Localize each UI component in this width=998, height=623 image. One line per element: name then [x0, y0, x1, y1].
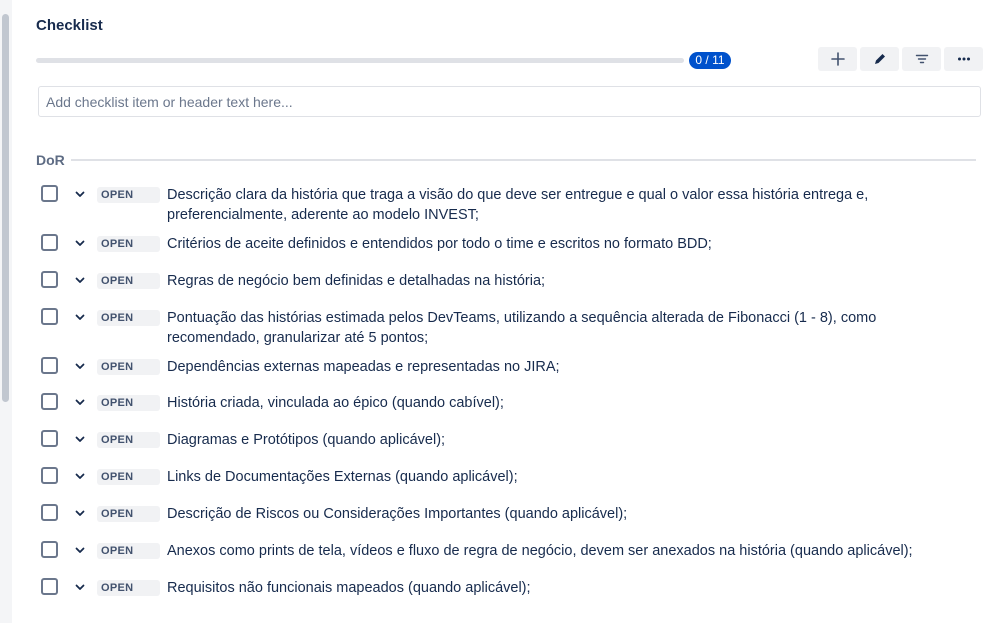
chevron-down-icon[interactable]	[74, 274, 86, 286]
chevron-down-icon[interactable]	[74, 360, 86, 372]
plus-icon	[831, 52, 845, 66]
item-checkbox[interactable]	[41, 541, 58, 558]
status-badge[interactable]: OPEN	[97, 506, 160, 522]
item-checkbox[interactable]	[41, 393, 58, 410]
item-checkbox[interactable]	[41, 467, 58, 484]
item-text[interactable]: Critérios de aceite definidos e entendidos por todo o time e escritos no formato BDD;	[167, 236, 712, 252]
chevron-down-icon[interactable]	[74, 507, 86, 519]
status-badge[interactable]: OPEN	[97, 236, 160, 252]
section-label: DoR	[36, 152, 65, 168]
more-icon	[957, 52, 971, 66]
item-text[interactable]: Descrição de Riscos ou Considerações Importantes (quando aplicável);	[167, 506, 628, 522]
checklist-title: Checklist	[36, 17, 103, 34]
item-checkbox[interactable]	[41, 234, 58, 251]
pencil-icon	[873, 52, 887, 66]
add-item-button[interactable]	[818, 47, 857, 71]
chevron-down-icon[interactable]	[74, 581, 86, 593]
item-text[interactable]: Diagramas e Protótipos (quando aplicável);	[167, 432, 446, 448]
item-text[interactable]: Links de Documentações Externas (quando aplicável);	[167, 469, 518, 485]
section-divider	[71, 159, 976, 161]
scrollbar-track[interactable]	[0, 0, 12, 623]
item-checkbox[interactable]	[41, 308, 58, 325]
progress-badge: 0 / 11	[689, 52, 731, 69]
checklist-toolbar	[818, 47, 983, 71]
section-header-dor	[36, 152, 976, 168]
add-checklist-item-input[interactable]	[38, 86, 981, 117]
status-badge[interactable]: OPEN	[97, 359, 160, 375]
status-badge[interactable]: OPEN	[97, 543, 160, 559]
item-text[interactable]: Requisitos não funcionais mapeados (quando aplicável);	[167, 580, 531, 596]
item-text[interactable]: Descrição clara da história que traga a visão do que deve ser entregue e qual o valor essa história entrega e, preferencialmente, aderente ao modelo INVEST;	[167, 187, 869, 223]
item-checkbox[interactable]	[41, 504, 58, 521]
chevron-down-icon[interactable]	[74, 396, 86, 408]
item-text[interactable]: Anexos como prints de tela, vídeos e fluxo de regra de negócio, devem ser anexados na história (quando aplicável);	[167, 543, 913, 559]
status-badge[interactable]: OPEN	[97, 273, 160, 289]
chevron-down-icon[interactable]	[74, 237, 86, 249]
status-badge[interactable]: OPEN	[97, 469, 160, 485]
more-options-button[interactable]	[944, 47, 983, 71]
chevron-down-icon[interactable]	[74, 470, 86, 482]
edit-button[interactable]	[860, 47, 899, 71]
item-text[interactable]: Pontuação das histórias estimada pelos DevTeams, utilizando a sequência alterada de Fibonacci (1 - 8), como recomendado, granularizar até 5 pontos;	[167, 310, 877, 346]
item-text[interactable]: História criada, vinculada ao épico (quando cabível);	[167, 395, 504, 411]
chevron-down-icon[interactable]	[74, 433, 86, 445]
item-checkbox[interactable]	[41, 185, 58, 202]
status-badge[interactable]: OPEN	[97, 310, 160, 326]
scrollbar-thumb[interactable]	[2, 14, 9, 402]
status-badge[interactable]: OPEN	[97, 395, 160, 411]
status-badge[interactable]: OPEN	[97, 187, 160, 203]
chevron-down-icon[interactable]	[74, 544, 86, 556]
chevron-down-icon[interactable]	[74, 311, 86, 323]
filter-icon	[915, 52, 929, 66]
item-checkbox[interactable]	[41, 357, 58, 374]
item-text[interactable]: Dependências externas mapeadas e representadas no JIRA;	[167, 359, 560, 375]
item-checkbox[interactable]	[41, 271, 58, 288]
chevron-down-icon[interactable]	[74, 188, 86, 200]
status-badge[interactable]: OPEN	[97, 432, 160, 448]
item-text[interactable]: Regras de negócio bem definidas e detalhadas na história;	[167, 273, 546, 289]
item-checkbox[interactable]	[41, 578, 58, 595]
item-checkbox[interactable]	[41, 430, 58, 447]
progress-bar	[36, 58, 684, 63]
filter-button[interactable]	[902, 47, 941, 71]
status-badge[interactable]: OPEN	[97, 580, 160, 596]
